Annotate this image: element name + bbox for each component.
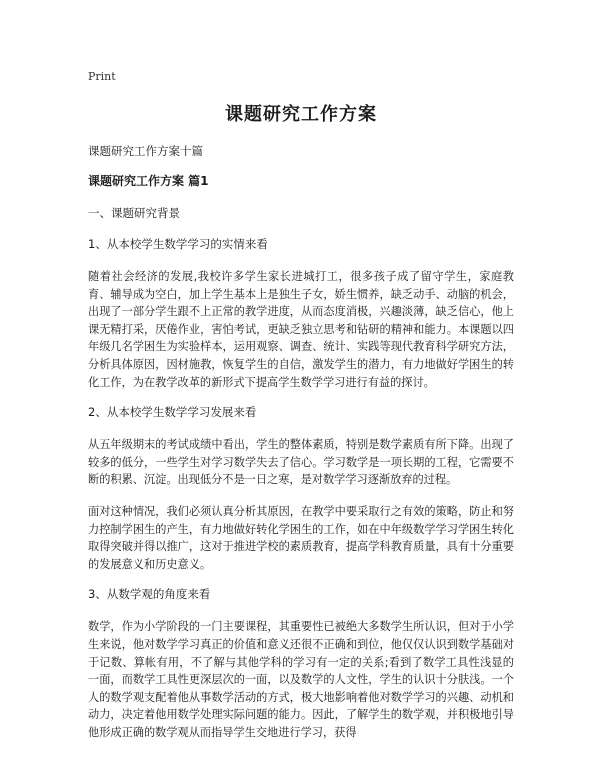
heading-background: 一、课题研究背景 bbox=[88, 206, 180, 220]
heading-1: 1、从本校学生数学学习的实情来看 bbox=[88, 237, 268, 251]
paragraph-1: 随着社会经济的发展,我校许多学生家长进城打工，很多孩子成了留守学生，家庭教育、辅导成为空白，加上学生基本上是独生子女，娇生惯养，缺乏动手、动脑的机会，出现了一部分学生跟不上正常的教学进度，从而态度消极，兴趣淡薄，缺乏信心，他上课无精打采，厌倦作业，害怕考试，更缺乏独立思考和钻研的精神和能力。本课题以四年级几名学困生为实验样本，运用观察、调查、统计、实践等现代教育科学研究方法，分析具体原因，因材施教，恢复学生的自信，激发学生的潜力，有力地做好学困生的转化工作，为在教学改革的新形式下提高学生数学学习进行有益的探讨。 bbox=[88, 270, 514, 389]
paragraph-4: 数学，作为小学阶段的一门主要课程，其重要性已被绝大多数学生所认识，但对于小学生来说，他对数学学习真正的价值和意义还很不正确和到位，他仅仅认识到数学基础对于记数、算帐有用，不了解与其他学科的学习有一定的关系;看到了数学工具性浅显的一面，而数学工具性更深层次的一面，以及数学的人文性，学生的认识十分肤浅。一个人的数学观支配着他从事数学活动的方式，极大地影响着他对数学学习的兴趣、动机和动力，决定着他用数学处理实际问题的能力。因此，了解学生的数学观，并积极地引导他形成正确的数学观从而指导学生交地进行学习，获得 bbox=[88, 620, 514, 739]
paragraph-2: 从五年级期末的考试成绩中看出，学生的整体素质，特别是数学素质有所下降。出现了较多的低分，一些学生对学习数学失去了信心。学习数学是一项长期的工程，它需要不断的积累、沉淀。出现低分不是一日之寒，是对数学学习逐渐放弃的过程。 bbox=[88, 438, 514, 487]
paragraph-3: 面对这种情况，我们必须认真分析其原因，在教学中要采取行之有效的策略，防止和努力控制学困生的产生，有力地做好转化学困生的工作，如在中年级数学学习学困生转化取得突破并得以推广，这对于推进学校的素质教育，提高学科教育质量，具有十分重要的发展意义和历史意义。 bbox=[88, 504, 514, 571]
section-title: 课题研究工作方案 篇1 bbox=[88, 174, 209, 188]
heading-3: 3、从数学观的角度来看 bbox=[88, 587, 211, 602]
print-label: Print bbox=[88, 70, 116, 83]
document-subtitle: 课题研究工作方案十篇 bbox=[88, 144, 203, 158]
heading-2: 2、从本校学生数学学习发展来看 bbox=[88, 405, 257, 420]
document-page bbox=[88, 70, 514, 755]
document-title: 课题研究工作方案 bbox=[225, 104, 377, 125]
